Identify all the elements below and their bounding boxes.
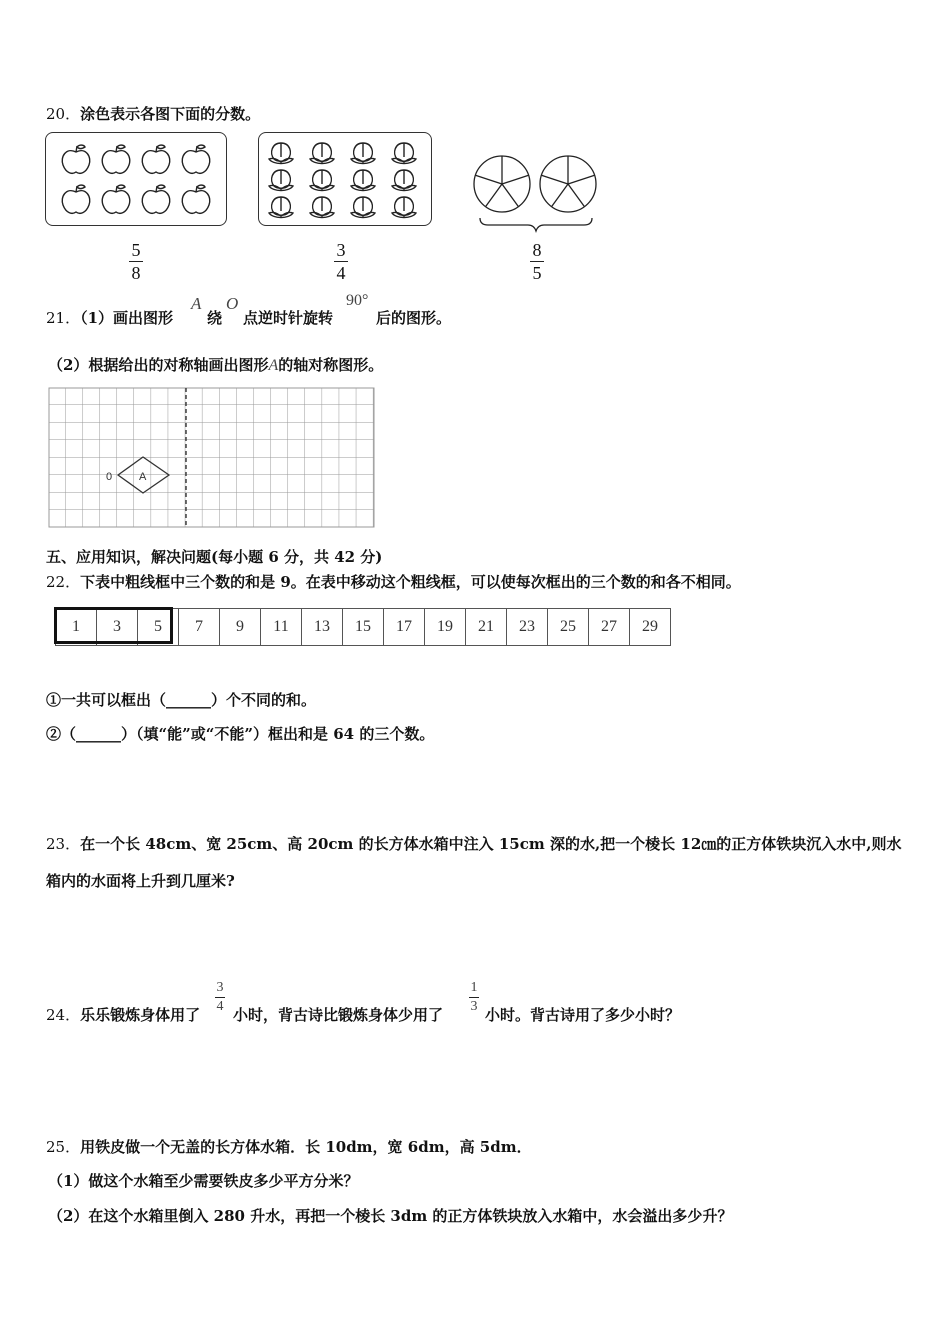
peach-icon — [351, 143, 375, 164]
peach-icon — [351, 170, 375, 191]
q23-text-line1: 在一个长 48cm、宽 25cm、高 20cm 的长方体水箱中注入 15cm 深的水,把一个棱长 12㎝的正方体铁块沉入水中,则水 — [80, 835, 902, 853]
shape-a-label: A — [191, 294, 202, 313]
fraction-numerator: 1 — [470, 980, 478, 995]
apple-icon — [62, 185, 90, 213]
number-cell: 17 — [384, 609, 425, 646]
q20-title — [46, 103, 260, 124]
fraction-1-3-inline — [469, 980, 479, 1015]
q25-sub1: （1）做这个水箱至少需要铁皮多少平方分米？ — [48, 1172, 359, 1190]
number-cell: 23 — [507, 609, 548, 646]
q24-text-b: 小时，背古诗比锻炼身体少用了 — [233, 1006, 444, 1024]
peach-icon — [310, 197, 334, 218]
peach-icon — [269, 170, 293, 191]
fraction-5-8 — [129, 240, 143, 283]
number-cell: 9 — [220, 609, 261, 646]
q22-sub1: ①一共可以框出（______）个不同的和。 — [46, 691, 317, 709]
number-cell: 27 — [589, 609, 630, 646]
fraction-denominator: 5 — [532, 263, 542, 283]
number-cell: 19 — [425, 609, 466, 646]
peach-icon — [392, 170, 416, 191]
q21-part1-c: 点逆时针旋转 — [243, 309, 334, 327]
shape-a-label: A — [268, 357, 279, 374]
q23-number: 23． — [46, 835, 81, 853]
q25-number: 25． — [46, 1138, 81, 1156]
apple-icon — [62, 145, 90, 173]
peach-icon — [392, 143, 416, 164]
q21-part1 — [46, 307, 173, 328]
q23-line2: 箱内的水面将上升到几厘米? — [46, 872, 235, 890]
number-cell: 7 — [179, 609, 220, 646]
number-cell: 3 — [97, 609, 138, 646]
number-cell: 5 — [138, 609, 179, 646]
peach-icon — [392, 197, 416, 218]
q22-title — [46, 571, 741, 592]
peach-icon — [351, 197, 375, 218]
q22-text: 下表中粗线框中三个数的和是 9。在表中移动这个粗线框，可以使每次框出的三个数的和各不相同。 — [80, 573, 741, 591]
apple-icons — [46, 133, 226, 225]
peach-icon — [310, 143, 334, 164]
apple-icon — [182, 145, 210, 173]
grid-label-a: A — [139, 471, 147, 483]
circles-figure — [468, 150, 603, 235]
q21-part2-b: 的轴对称图形。 — [278, 356, 384, 374]
bold-frame — [54, 607, 173, 644]
peach-icon — [310, 170, 334, 191]
number-cell: 15 — [343, 609, 384, 646]
fraction-denominator: 8 — [131, 263, 141, 283]
fraction-8-5 — [530, 240, 544, 283]
fraction-numerator: 3 — [216, 980, 224, 995]
fraction-3-4 — [334, 240, 348, 283]
grid — [49, 388, 374, 527]
number-cell: 11 — [261, 609, 302, 646]
apple-icon — [102, 185, 130, 213]
grid-label-o: 0 — [106, 471, 113, 483]
q22-number: 22． — [46, 573, 81, 591]
q21-part1-b: 绕 — [207, 309, 223, 327]
fraction-numerator: 3 — [336, 240, 346, 260]
peach-icon — [269, 197, 293, 218]
q25-text: 用铁皮做一个无盖的长方体水箱．长 10dm，宽 6dm，高 5dm． — [80, 1138, 532, 1156]
q25-sub2: （2）在这个水箱里倒入 280 升水，再把一个棱长 3dm 的正方体铁块放入水箱中，水会溢出多少升？ — [48, 1207, 733, 1225]
apple-icon — [142, 185, 170, 213]
q20-number: 20． — [46, 105, 81, 123]
fraction-numerator: 5 — [131, 240, 141, 260]
q21-number: 21． — [46, 309, 81, 327]
q24-text-c: 小时。背古诗用了多少小时？ — [485, 1006, 681, 1024]
peach-icons — [259, 133, 431, 225]
peach-box — [258, 132, 432, 226]
q22-sub2: ②（______）（填“能”或“不能”）框出和是 64 的三个数。 — [46, 725, 435, 743]
number-cell: 29 — [630, 609, 671, 646]
peach-icon — [269, 143, 293, 164]
fraction-numerator: 8 — [532, 240, 542, 260]
number-cell: 1 — [56, 609, 97, 646]
q21-part2-a: （2）根据给出的对称轴画出图形 — [48, 356, 269, 374]
brace-icon — [480, 218, 592, 231]
apple-icon — [142, 145, 170, 173]
circle-icon — [474, 156, 530, 212]
circle-icon — [540, 156, 596, 212]
fraction-denominator: 4 — [336, 263, 346, 283]
number-cell: 13 — [302, 609, 343, 646]
q21-part1-d: 后的图形。 — [376, 309, 452, 327]
apple-icon — [182, 185, 210, 213]
q21-part2 — [48, 354, 383, 375]
apple-box — [45, 132, 227, 226]
q24-text-a: 乐乐锻炼身体用了 — [80, 1006, 201, 1024]
apple-icon — [102, 145, 130, 173]
point-o-label: O — [226, 294, 239, 313]
number-cell: 21 — [466, 609, 507, 646]
fraction-denominator: 4 — [216, 999, 224, 1014]
q21-part1-a: （1）画出图形 — [80, 309, 174, 327]
number-cell: 25 — [548, 609, 589, 646]
fraction-denominator: 3 — [470, 999, 478, 1014]
angle-label: 90° — [346, 292, 369, 309]
q23-line1 — [46, 833, 902, 854]
q25-title — [46, 1136, 532, 1157]
fraction-3-4-inline — [215, 980, 225, 1015]
q24-number: 24． — [46, 1006, 81, 1024]
grid-figure — [48, 387, 376, 529]
q20-text: 涂色表示各图下面的分数。 — [80, 105, 261, 123]
section-title: 五、应用知识，解决问题(每小题 6 分，共 42 分) — [46, 548, 383, 566]
q24-a — [46, 1004, 200, 1025]
